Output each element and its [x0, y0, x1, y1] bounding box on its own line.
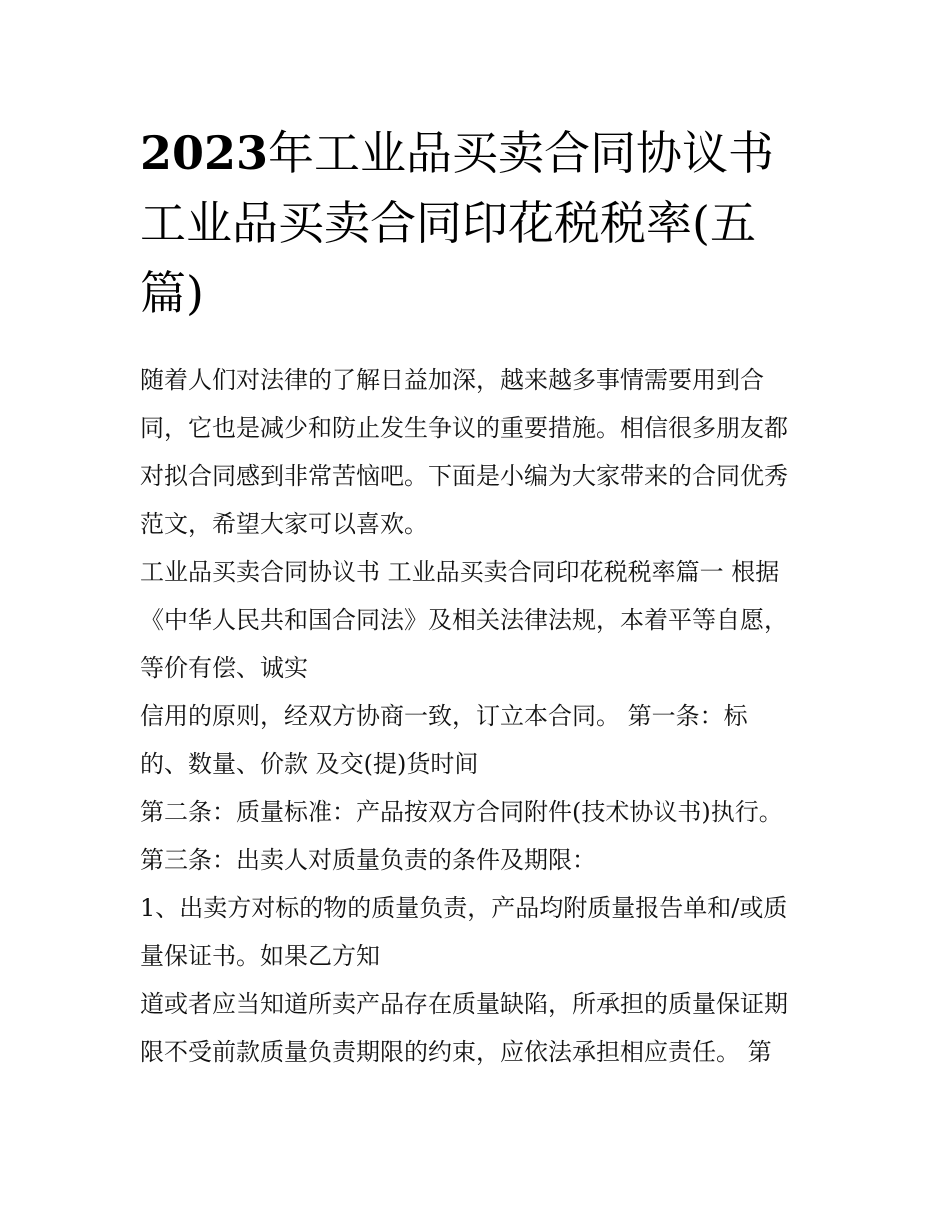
document-body: [140, 356, 840, 1076]
body-line: 量保证书。如果乙方知: [140, 942, 380, 970]
title-year: 2023: [140, 126, 269, 180]
body-line: 对拟合同感到非常苦恼吧。下面是小编为大家带来的合同优秀: [140, 462, 788, 490]
body-line: 同，它也是减少和防止发生争议的重要措施。相信很多朋友都: [140, 414, 788, 442]
title-line-1: [140, 118, 830, 188]
body-line: 1、出卖方对标的物的质量负责，产品均附质量报告单和/或质: [140, 894, 788, 922]
body-line: 的、数量、价款 及交(提)货时间: [140, 750, 479, 778]
body-line: 第二条：质量标准：产品按双方合同附件(技术协议书)执行。: [140, 798, 783, 826]
body-line: 《中华人民共和国合同法》及相关法律法规，本着平等自愿，: [140, 606, 788, 634]
title-line-1-text: 年工业品买卖合同协议书: [268, 126, 775, 180]
body-line: 等价有偿、诚实: [140, 654, 308, 682]
body-line: 随着人们对法律的了解日益加深，越来越多事情需要用到合: [140, 366, 764, 394]
title-line-2: 工业品买卖合同印花税税率(五: [140, 196, 756, 250]
body-line: 范文，希望大家可以喜欢。: [140, 510, 428, 538]
document-title: [140, 118, 830, 328]
body-line: 第三条：出卖人对质量负责的条件及期限：: [140, 846, 596, 874]
body-line: 工业品买卖合同协议书 工业品买卖合同印花税税率篇一 根据: [140, 558, 780, 586]
title-line-3: 篇): [140, 266, 204, 320]
body-line: 道或者应当知道所卖产品存在质量缺陷，所承担的质量保证期: [140, 990, 788, 1018]
body-line: 信用的原则，经双方协商一致，订立本合同。 第一条：标: [140, 702, 748, 730]
body-line: 限不受前款质量负责期限的约束，应依法承担相应责任。 第: [140, 1038, 772, 1066]
